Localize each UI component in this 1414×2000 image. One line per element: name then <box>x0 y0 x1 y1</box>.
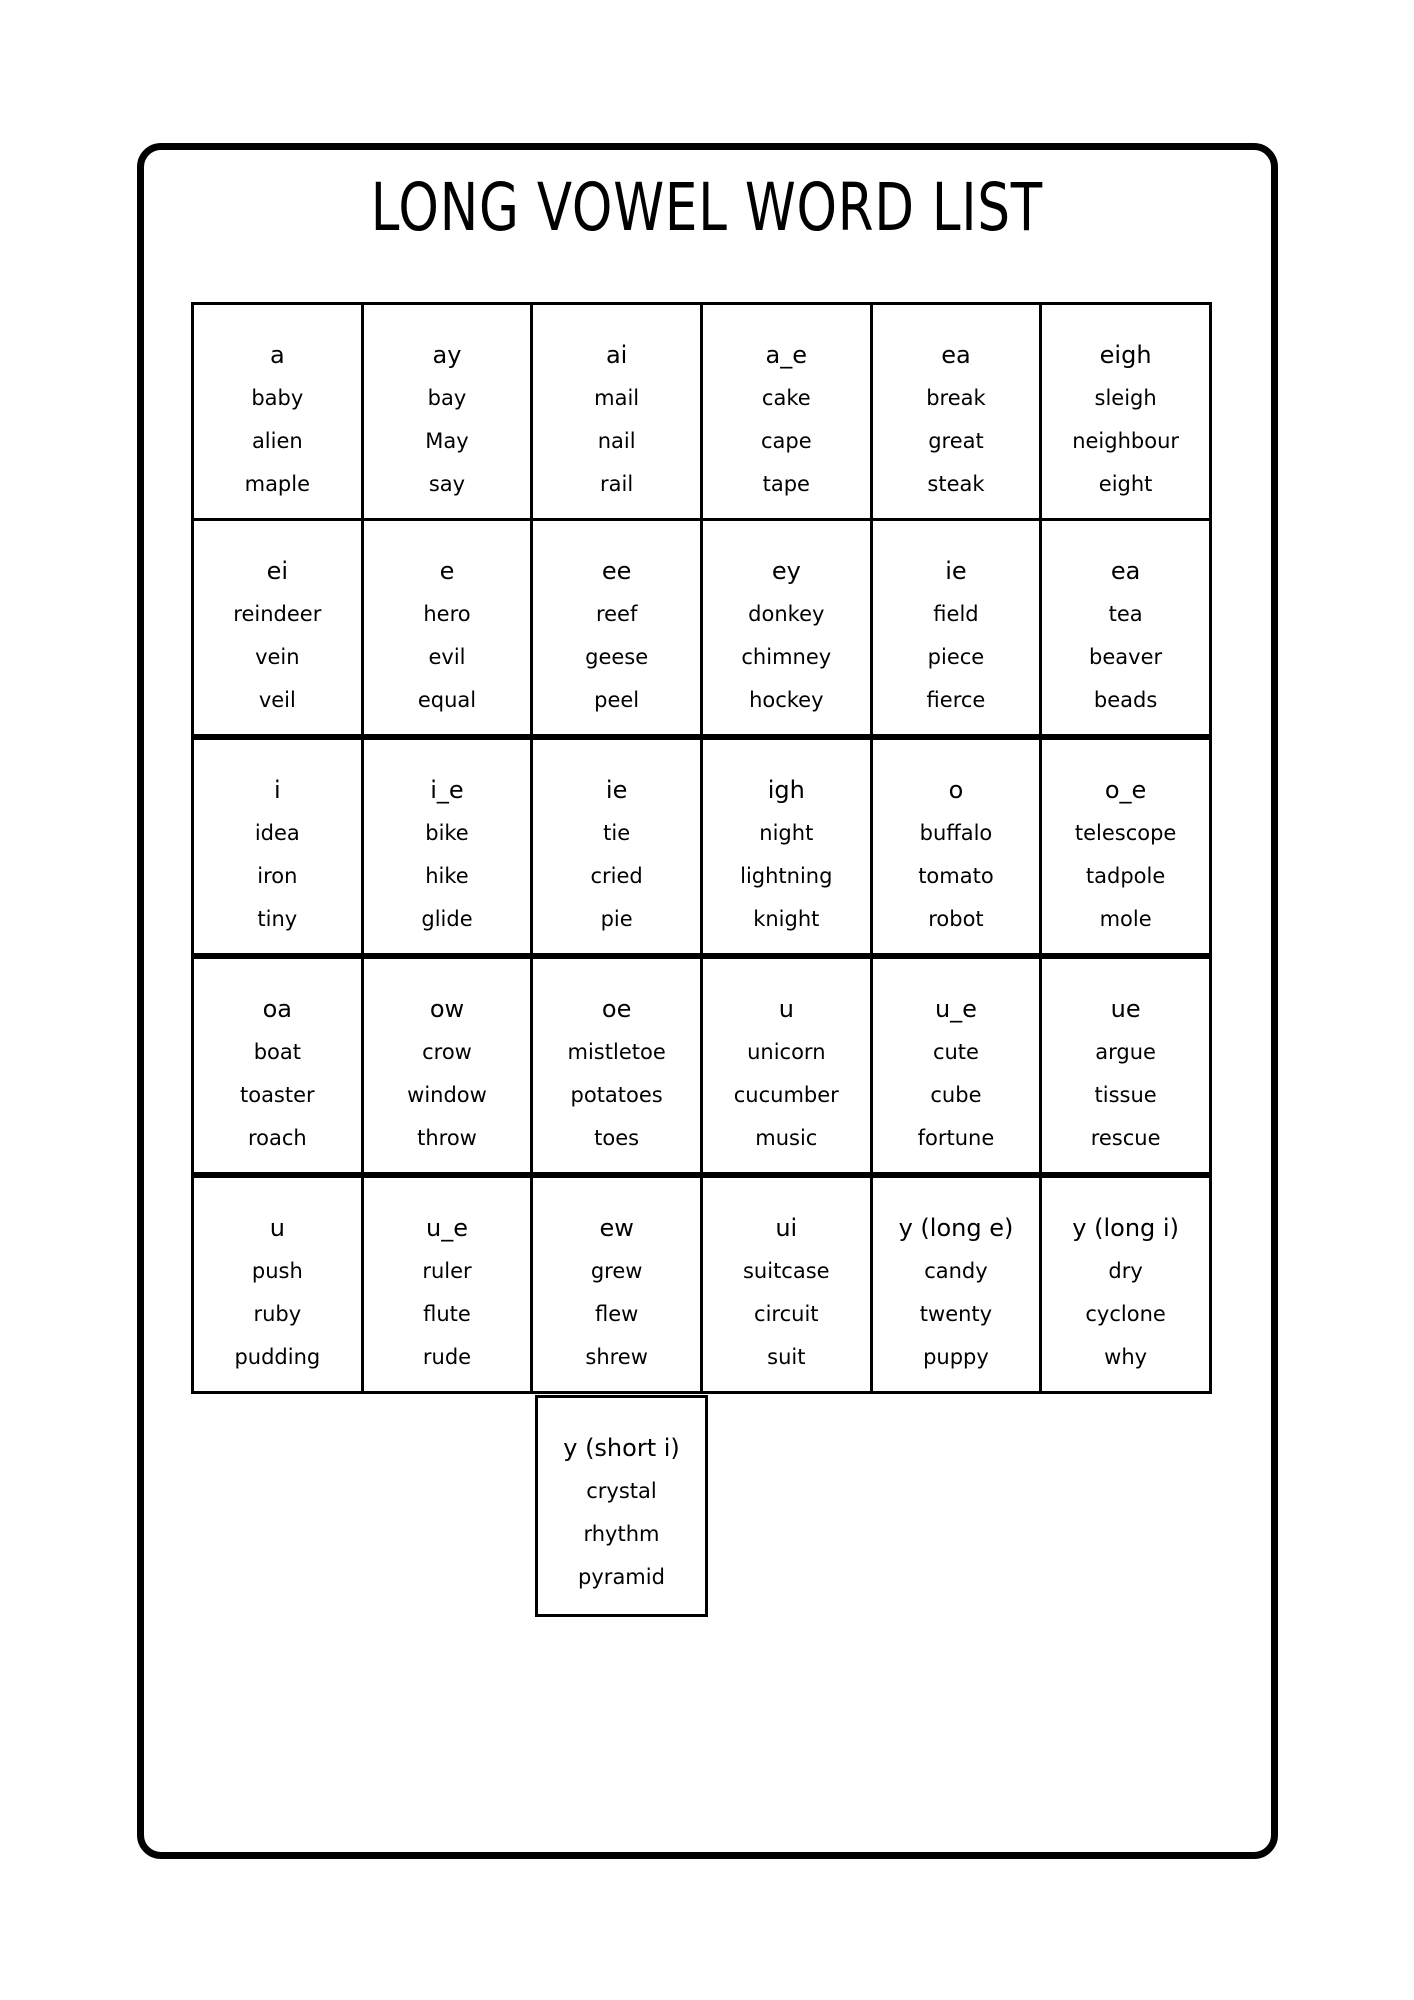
example-word: steak <box>927 472 985 496</box>
page-title <box>0 168 1414 248</box>
vowel-cell <box>361 1175 534 1394</box>
example-word: field <box>933 602 979 626</box>
example-word: throw <box>417 1126 477 1150</box>
grid-row <box>191 521 1227 740</box>
vowel-cell <box>530 518 703 737</box>
example-word: glide <box>421 907 473 931</box>
example-word: geese <box>585 645 649 669</box>
vowel-cell <box>361 956 534 1175</box>
vowel-pattern-label: ue <box>1110 995 1141 1023</box>
example-word: circuit <box>754 1302 819 1326</box>
example-word: night <box>759 821 814 845</box>
example-word: telescope <box>1074 821 1177 845</box>
vowel-cell <box>870 956 1043 1175</box>
vowel-pattern-label: i <box>273 776 281 804</box>
example-word: evil <box>428 645 466 669</box>
example-word: boat <box>253 1040 301 1064</box>
example-word: cube <box>930 1083 982 1107</box>
vowel-cell <box>1039 1175 1212 1394</box>
example-word: rhythm <box>583 1522 660 1546</box>
example-word: tea <box>1108 602 1143 626</box>
example-word: break <box>926 386 986 410</box>
example-word: bike <box>425 821 469 845</box>
example-word: idea <box>254 821 300 845</box>
example-word: beaver <box>1089 645 1163 669</box>
example-word: great <box>928 429 984 453</box>
vowel-pattern-label: i_e <box>430 776 464 804</box>
vowel-pattern-label: a <box>269 341 285 369</box>
example-word: rescue <box>1090 1126 1161 1150</box>
vowel-pattern-label: ei <box>266 557 289 585</box>
vowel-pattern-label: a_e <box>765 341 808 369</box>
vowel-cell <box>700 956 873 1175</box>
example-word: bay <box>427 386 467 410</box>
vowel-pattern-label: u <box>778 995 794 1023</box>
example-word: crow <box>422 1040 472 1064</box>
example-word: veil <box>258 688 296 712</box>
example-word: roach <box>247 1126 307 1150</box>
word-list-grid <box>191 302 1227 1397</box>
example-word: chimney <box>741 645 832 669</box>
example-word: unicorn <box>747 1040 826 1064</box>
vowel-pattern-label: eigh <box>1099 341 1152 369</box>
vowel-cell <box>530 737 703 956</box>
example-word: mistletoe <box>567 1040 666 1064</box>
vowel-cell <box>191 737 364 956</box>
vowel-cell <box>191 1175 364 1394</box>
example-word: crystal <box>586 1479 657 1503</box>
example-word: reindeer <box>233 602 322 626</box>
example-word: cute <box>932 1040 979 1064</box>
example-word: hike <box>425 864 469 888</box>
example-word: lightning <box>740 864 833 888</box>
vowel-cell <box>870 302 1043 521</box>
example-word: fierce <box>926 688 986 712</box>
vowel-cell <box>870 737 1043 956</box>
example-word: tiny <box>257 907 298 931</box>
vowel-pattern-label: y (short i) <box>563 1434 680 1462</box>
vowel-pattern-label: oe <box>601 995 632 1023</box>
vowel-cell <box>1039 518 1212 737</box>
vowel-pattern-label: oa <box>262 995 293 1023</box>
example-word: cake <box>761 386 811 410</box>
vowel-pattern-label: y (long e) <box>898 1214 1014 1242</box>
vowel-cell <box>1039 302 1212 521</box>
example-word: toaster <box>239 1083 315 1107</box>
vowel-pattern-label: ee <box>601 557 632 585</box>
example-word: tissue <box>1094 1083 1157 1107</box>
example-word: eight <box>1098 472 1153 496</box>
example-word: hockey <box>749 688 824 712</box>
example-word: suit <box>767 1345 806 1369</box>
example-word: music <box>755 1126 818 1150</box>
vowel-pattern-label: ai <box>605 341 628 369</box>
vowel-pattern-label: ea <box>1110 557 1141 585</box>
example-word: why <box>1104 1345 1148 1369</box>
example-word: potatoes <box>570 1083 663 1107</box>
example-word: pie <box>600 907 633 931</box>
example-word: say <box>428 472 466 496</box>
vowel-pattern-label: u_e <box>934 995 977 1023</box>
vowel-pattern-label: ie <box>945 557 967 585</box>
vowel-cell <box>361 518 534 737</box>
example-word: twenty <box>919 1302 993 1326</box>
example-word: reef <box>595 602 638 626</box>
example-word: cape <box>760 429 812 453</box>
vowel-cell <box>700 518 873 737</box>
example-word: pudding <box>234 1345 321 1369</box>
vowel-pattern-label: igh <box>767 776 805 804</box>
example-word: ruby <box>253 1302 302 1326</box>
example-word: flute <box>423 1302 471 1326</box>
vowel-cell <box>191 956 364 1175</box>
vowel-cell <box>1039 956 1212 1175</box>
example-word: equal <box>417 688 477 712</box>
vowel-pattern-label: ie <box>605 776 628 804</box>
vowel-pattern-label: e <box>439 557 455 585</box>
vowel-cell <box>530 956 703 1175</box>
vowel-cell <box>530 1175 703 1394</box>
example-word: tie <box>603 821 631 845</box>
example-word: window <box>407 1083 487 1107</box>
vowel-cell <box>700 1175 873 1394</box>
example-word: toes <box>594 1126 640 1150</box>
vowel-pattern-label: o_e <box>1104 776 1147 804</box>
example-word: cyclone <box>1085 1302 1166 1326</box>
vowel-pattern-label: ey <box>771 557 801 585</box>
vowel-pattern-label: ay <box>432 341 462 369</box>
vowel-cell <box>700 737 873 956</box>
example-word: vein <box>255 645 300 669</box>
example-word: peel <box>594 688 640 712</box>
vowel-pattern-label: u <box>269 1214 285 1242</box>
page-title-text: LONG VOWEL WORD LIST <box>370 169 1044 246</box>
vowel-pattern-label: y (long i) <box>1072 1214 1179 1242</box>
vowel-pattern-label: ew <box>599 1214 634 1242</box>
example-word: flew <box>594 1302 639 1326</box>
example-word: knight <box>753 907 820 931</box>
vowel-pattern-label: ui <box>775 1214 798 1242</box>
vowel-cell <box>870 1175 1043 1394</box>
example-word: ruler <box>422 1259 472 1283</box>
example-word: maple <box>244 472 311 496</box>
vowel-pattern-label: ow <box>429 995 465 1023</box>
example-word: argue <box>1095 1040 1156 1064</box>
example-word: sleigh <box>1094 386 1157 410</box>
example-word: piece <box>927 645 985 669</box>
example-word: baby <box>251 386 304 410</box>
vowel-cell <box>361 737 534 956</box>
vowel-pattern-label: ea <box>941 341 971 369</box>
example-word: robot <box>928 907 984 931</box>
vowel-cell <box>1039 737 1212 956</box>
example-word: nail <box>597 429 636 453</box>
vowel-cell-extra <box>535 1395 708 1617</box>
example-word: neighbour <box>1072 429 1180 453</box>
example-word: shrew <box>585 1345 648 1369</box>
vowel-pattern-label: u_e <box>425 1214 468 1242</box>
vowel-cell <box>191 302 364 521</box>
vowel-cell <box>361 302 534 521</box>
example-word: dry <box>1108 1259 1143 1283</box>
example-word: mole <box>1099 907 1152 931</box>
vowel-cell <box>191 518 364 737</box>
example-word: cried <box>590 864 643 888</box>
example-word: mail <box>594 386 640 410</box>
example-word: grew <box>590 1259 643 1283</box>
example-word: pyramid <box>578 1565 665 1589</box>
example-word: push <box>251 1259 303 1283</box>
grid-row <box>191 1178 1227 1397</box>
example-word: hero <box>423 602 471 626</box>
example-word: beads <box>1093 688 1158 712</box>
vowel-cell <box>700 302 873 521</box>
example-word: cucumber <box>733 1083 839 1107</box>
example-word: rail <box>600 472 634 496</box>
example-word: rude <box>422 1345 472 1369</box>
example-word: suitcase <box>742 1259 830 1283</box>
vowel-pattern-label: o <box>948 776 964 804</box>
example-word: tomato <box>918 864 994 888</box>
example-word: buffalo <box>919 821 993 845</box>
vowel-cell <box>870 518 1043 737</box>
example-word: fortune <box>917 1126 995 1150</box>
example-word: candy <box>924 1259 988 1283</box>
vowel-cell <box>530 302 703 521</box>
example-word: tape <box>762 472 810 496</box>
example-word: donkey <box>748 602 825 626</box>
example-word: puppy <box>923 1345 989 1369</box>
example-word: alien <box>251 429 303 453</box>
example-word: tadpole <box>1085 864 1166 888</box>
grid-row <box>191 302 1227 521</box>
example-word: May <box>425 429 469 453</box>
grid-row <box>191 959 1227 1178</box>
grid-row <box>191 740 1227 959</box>
example-word: iron <box>257 864 298 888</box>
